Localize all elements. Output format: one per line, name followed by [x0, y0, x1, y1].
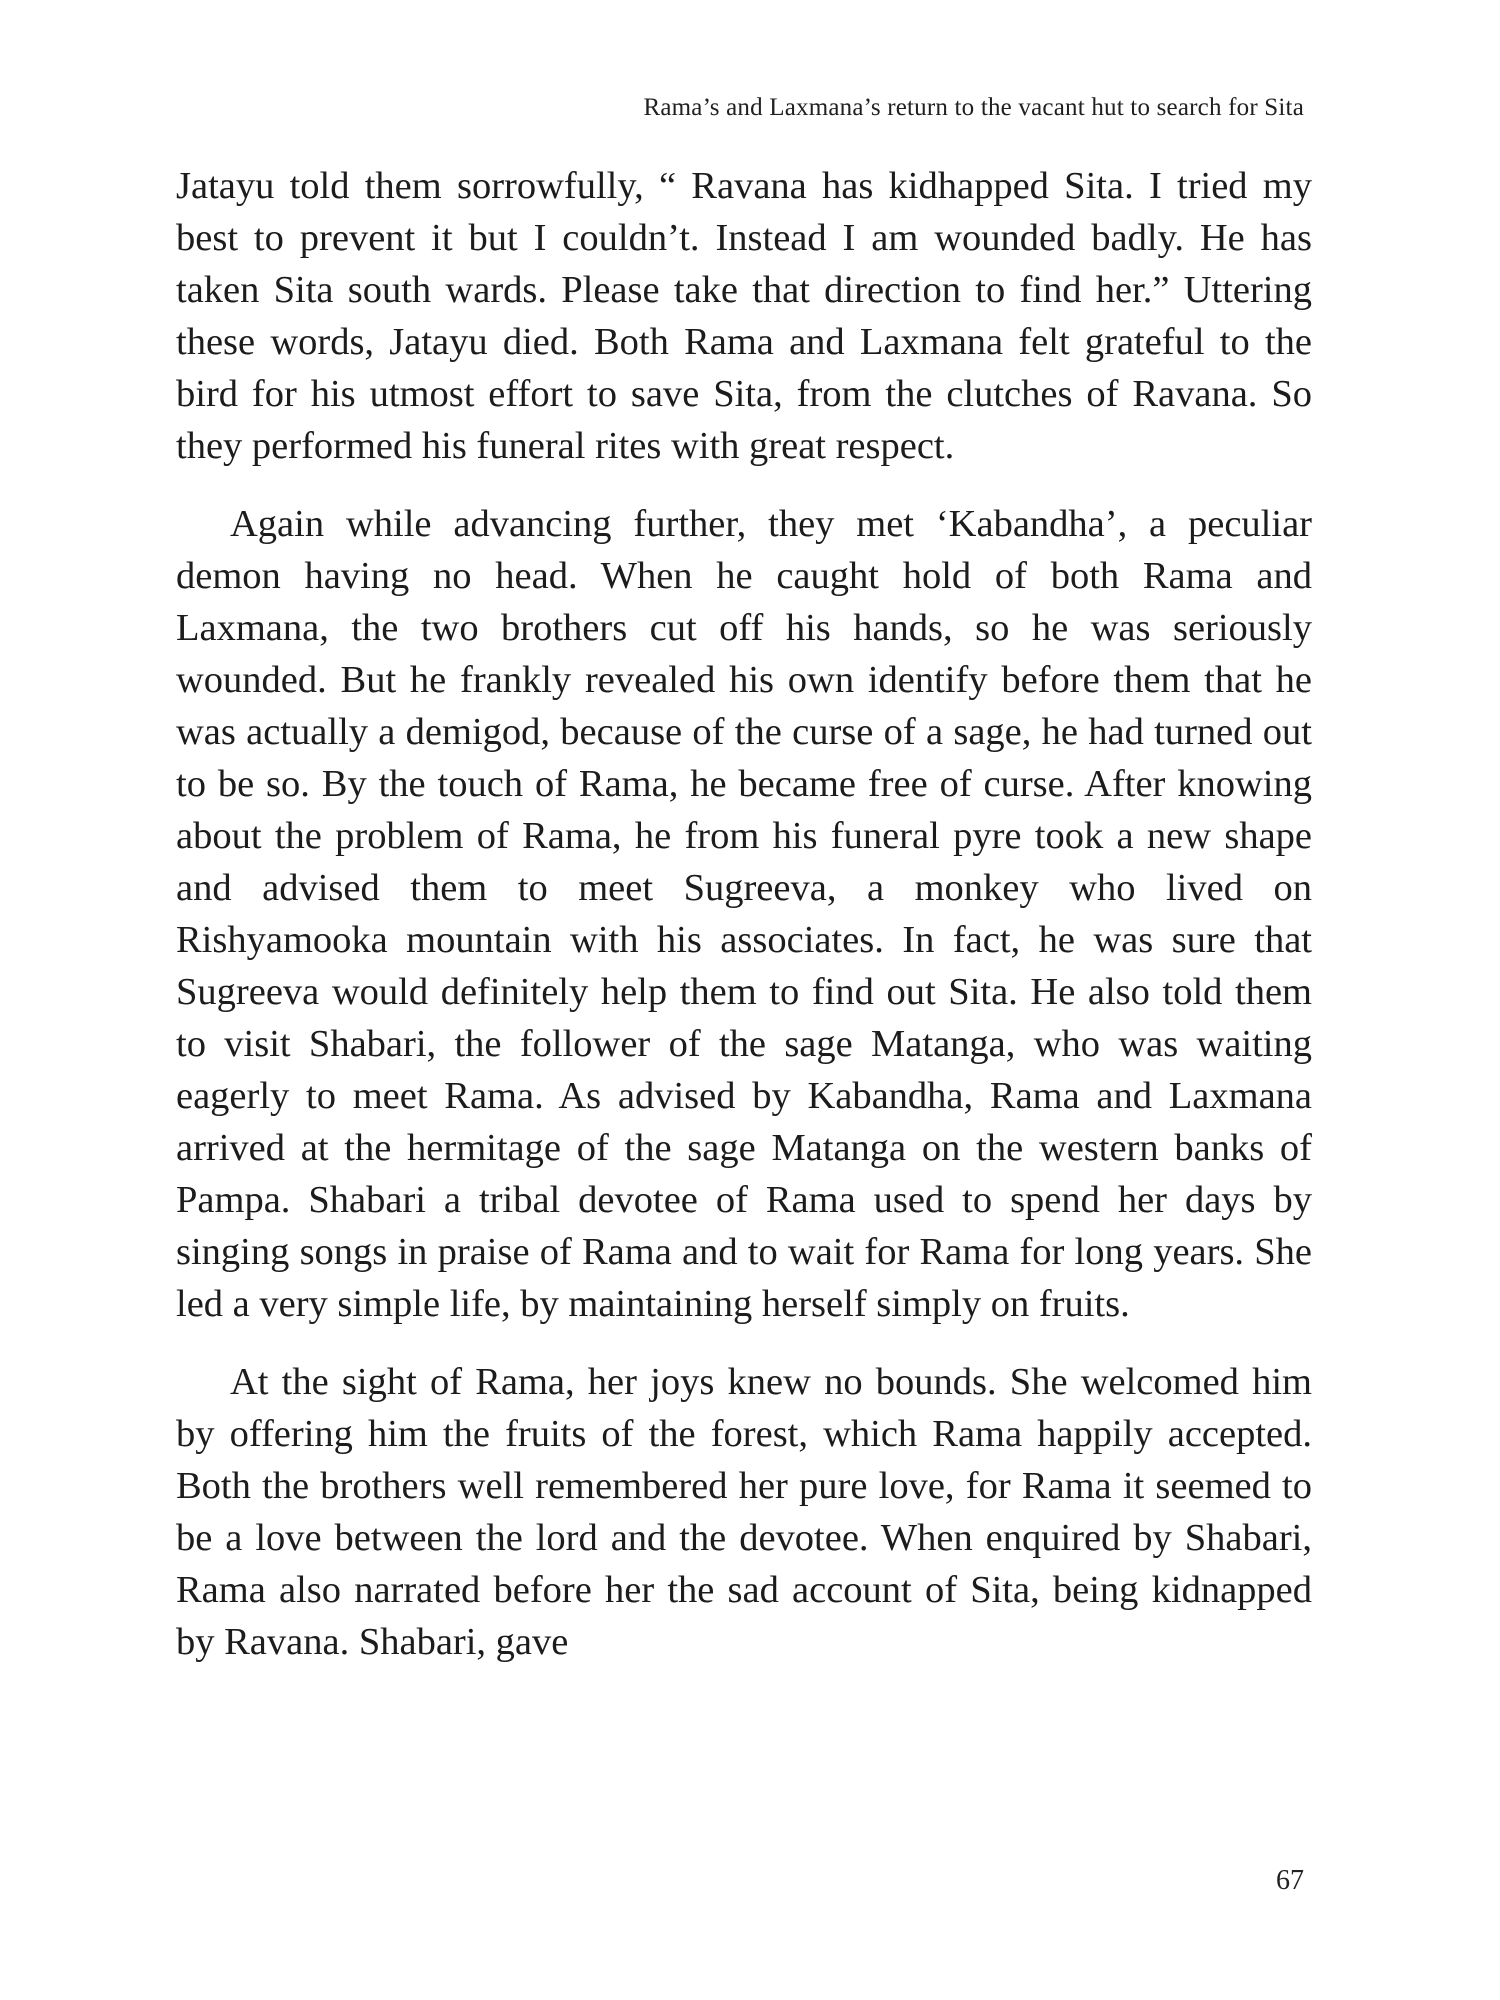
running-header: Rama’s and Laxmana’s return to the vacant hut to search for Sita [643, 94, 1304, 121]
page-number: 67 [1276, 1865, 1304, 1896]
paragraph-shabari: At the sight of Rama, her joys knew no bounds. She welcomed him by offering him the fruits of the forest, which Rama happily accepted. Both the brothers well remembered her pure love, for Rama it seemed to be a love between the lord and the devotee. When enquired by Shabari, Rama also narrated before her the sad account of Sita, being kidnapped by Ravana. Shabari, gave [176, 1361, 1312, 1663]
body-text [176, 160, 1312, 1668]
paragraph-kabandha: Again while advancing further, they met ‘Kabandha’, a peculiar demon having no head. When he caught hold of both Rama and Laxmana, the two brothers cut off his hands, so he was seriously wounded. But he frankly revealed his own identify before them that he was actually a demigod, because of the curse of a sage, he had turned out to be so. By the touch of Rama, he became free of curse. After knowing about the problem of Rama, he from his funeral pyre took a new shape and advised them to meet Sugreeva, a monkey who lived on Rishyamooka mountain with his associates. In fact, he was sure that Sugreeva would definitely help them to find out Sita. He also told them to visit Shabari, the follower of the sage Matanga, who was waiting eagerly to meet Rama. As advised by Kabandha, Rama and Laxmana arrived at the hermitage of the sage Matanga on the western banks of Pampa. Shabari a tribal devotee of Rama used to spend her days by singing songs in praise of Rama and to wait for Rama for long years. She led a very simple life, by maintaining herself simply on fruits. [176, 503, 1312, 1325]
paragraph-jatayu: Jatayu told them sorrowfully, “ Ravana has kidhapped Sita. I tried my best to prevent it but I couldn’t. Instead I am wounded badly. He has taken Sita south wards. Please take that direction to find her.” Uttering these words, Jatayu died. Both Rama and Laxmana felt grateful to the bird for his utmost effort to save Sita, from the clutches of Ravana. So they performed his funeral rites with great respect. [176, 165, 1312, 467]
